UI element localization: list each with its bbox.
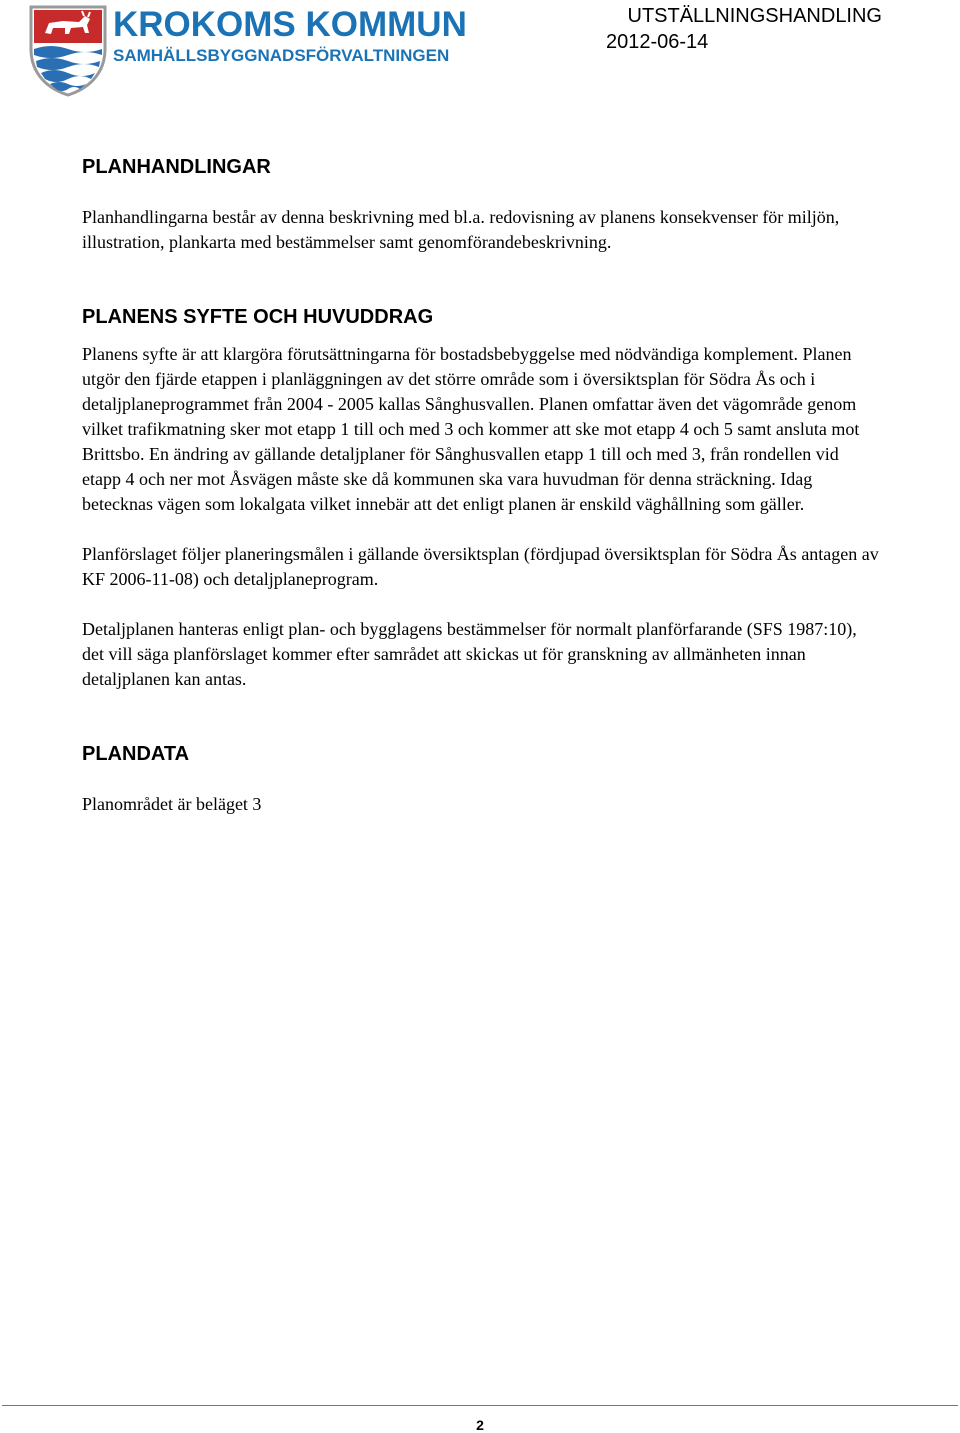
document-body <box>82 155 882 817</box>
page-number: 2 <box>476 1417 484 1433</box>
section-heading-plandata: PLANDATA <box>82 743 190 765</box>
paragraph-syfte-1: Planens syfte är att klargöra förutsättningarna för bostadsbebyggelse med nödvändiga komplement. Planen utgör den fjärde etappen i planläggningen av det större område som i översiktsplan för Södra Ås och i detaljplaneprogrammet från 2004 - 2005 kallas Sånghusvallen. Planen omfattar även det vägområde genom vilket trafikmatning sker mot etapp 1 till och med 3 och kommer att ske mot etapp 4 och 5 samt ansluta mot Brittsbo. En ändring av gällande detaljplaner för Sånghusvallen etapp 1 till och med 3, från rondellen vid etapp 4 och ner mot Åsvägen måste ske då kommunen ska vara huvudman för denna sträckning. Idag betecknas vägen som lokalgata vilket innebär att det enligt planen är enskild väghållning som gäller. <box>82 344 860 514</box>
paragraph-planhandlingar: Planhandlingarna består av denna beskrivning med bl.a. redovisning av planens konsekvenser för miljön, illustration, plankarta med bestämmelser samt genomförandebeskrivning. <box>82 207 840 252</box>
footer-divider <box>2 1405 958 1406</box>
document-date: 2012-06-14 <box>606 31 709 53</box>
section-heading-syfte: PLANENS SYFTE OCH HUVUDDRAG <box>82 306 434 328</box>
paragraph-syfte-3: Detaljplanen hanteras enligt plan- och bygglagens bestämmelser för normalt planförfarande (SFS 1987:10), det vill säga planförslaget kommer efter samrådet att skickas ut för granskning av allmänheten innan detaljplanen kan antas. <box>82 619 857 689</box>
section-heading-planhandlingar: PLANHANDLINGAR <box>82 156 271 178</box>
paragraph-syfte-2: Planförslaget följer planeringsmålen i gällande översiktsplan (fördjupad översiktsplan för Södra Ås antagen av KF 2006-11-08) och detaljplaneprogram. <box>82 544 879 589</box>
paragraph-plandata: Planområdet är beläget 3 <box>82 794 262 814</box>
department-name: SAMHÄLLSBYGGNADSFÖRVALTNINGEN <box>113 46 450 65</box>
organization-name: KROKOMS KOMMUN <box>113 5 467 44</box>
municipality-crest-icon <box>27 3 109 97</box>
document-type: UTSTÄLLNINGSHANDLING <box>627 5 882 27</box>
page-header <box>0 0 960 110</box>
